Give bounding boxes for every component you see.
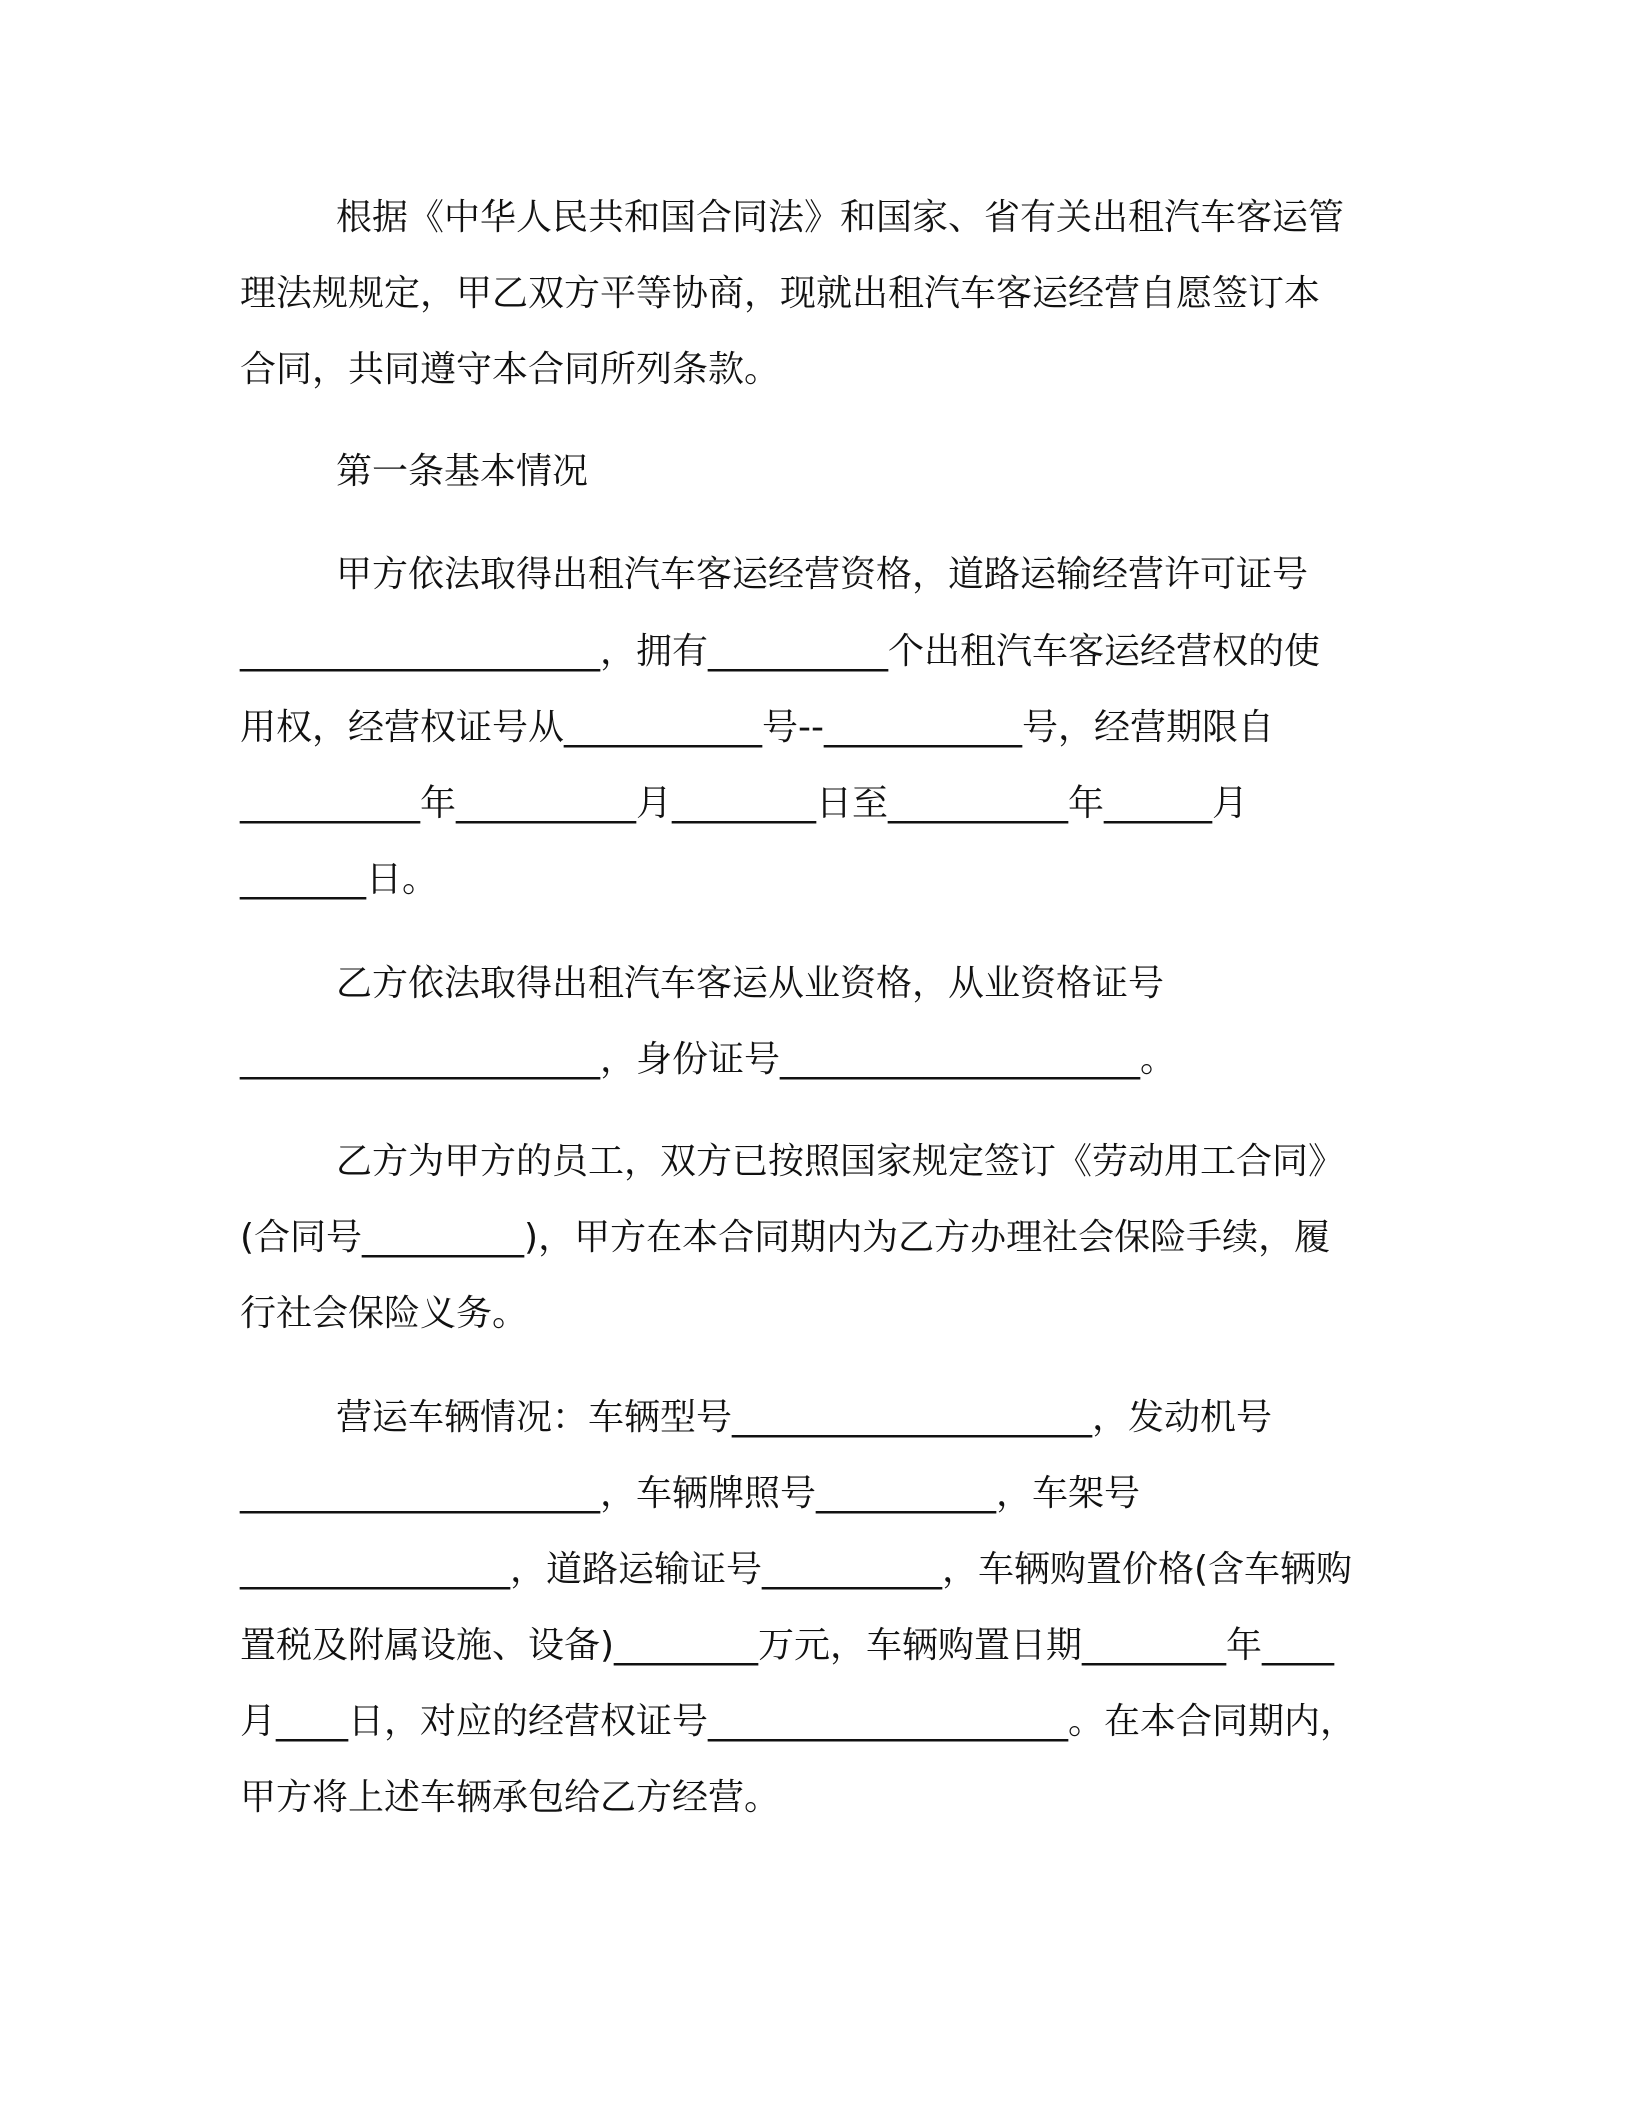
paragraph-5-line-5: 月____日，对应的经营权证号____________________。在本合同期内， — [240, 1701, 1357, 1742]
paragraph-5-line-1: 营运车辆情况：车辆型号____________________，发动机号 — [336, 1397, 1273, 1438]
paragraph-2-line-3: 用权，经营权证号从___________号--___________号，经营期限自 — [240, 707, 1274, 748]
paragraph-2-line-1: 甲方依法取得出租汽车客运经营资格，道路运输经营许可证号 — [336, 554, 1309, 595]
paragraph-5-line-6: 甲方将上述车辆承包给乙方经营。 — [240, 1777, 781, 1818]
paragraph-5-line-2: ____________________，车辆牌照号__________，车架号 — [240, 1473, 1141, 1514]
paragraph-4-line-3: 行社会保险义务。 — [240, 1293, 529, 1334]
paragraph-5-line-3: _______________，道路运输证号__________，车辆购置价格(含车辆购 — [240, 1549, 1353, 1590]
paragraph-2-line-2: ____________________，拥有__________个出租汽车客运经营权的使 — [240, 631, 1321, 672]
paragraph-1-line-2: 理法规规定，甲乙双方平等协商，现就出租汽车客运经营自愿签订本 — [240, 273, 1321, 314]
paragraph-2-line-5: _______日。 — [240, 859, 439, 900]
paragraph-1-line-1: 根据《中华人民共和国合同法》和国家、省有关出租汽车客运管 — [336, 197, 1345, 238]
paragraph-4-line-1: 乙方为甲方的员工，双方已按照国家规定签订《劳动用工合同》 — [336, 1141, 1345, 1182]
paragraph-3-line-1: 乙方依法取得出租汽车客运从业资格，从业资格证号 — [336, 963, 1165, 1004]
paragraph-4-line-2: (合同号_________)，甲方在本合同期内为乙方办理社会保险手续，履 — [240, 1217, 1331, 1258]
paragraph-2-line-4: __________年__________月________日至__________年______月 — [240, 783, 1248, 824]
article-1-heading: 第一条基本情况 — [336, 451, 589, 492]
paragraph-3-line-2: ____________________，身份证号____________________。 — [240, 1039, 1177, 1080]
paragraph-5-line-4: 置税及附属设施、设备)________万元，车辆购置日期________年____ — [240, 1625, 1335, 1666]
paragraph-1-line-3: 合同，共同遵守本合同所列条款。 — [240, 349, 781, 390]
